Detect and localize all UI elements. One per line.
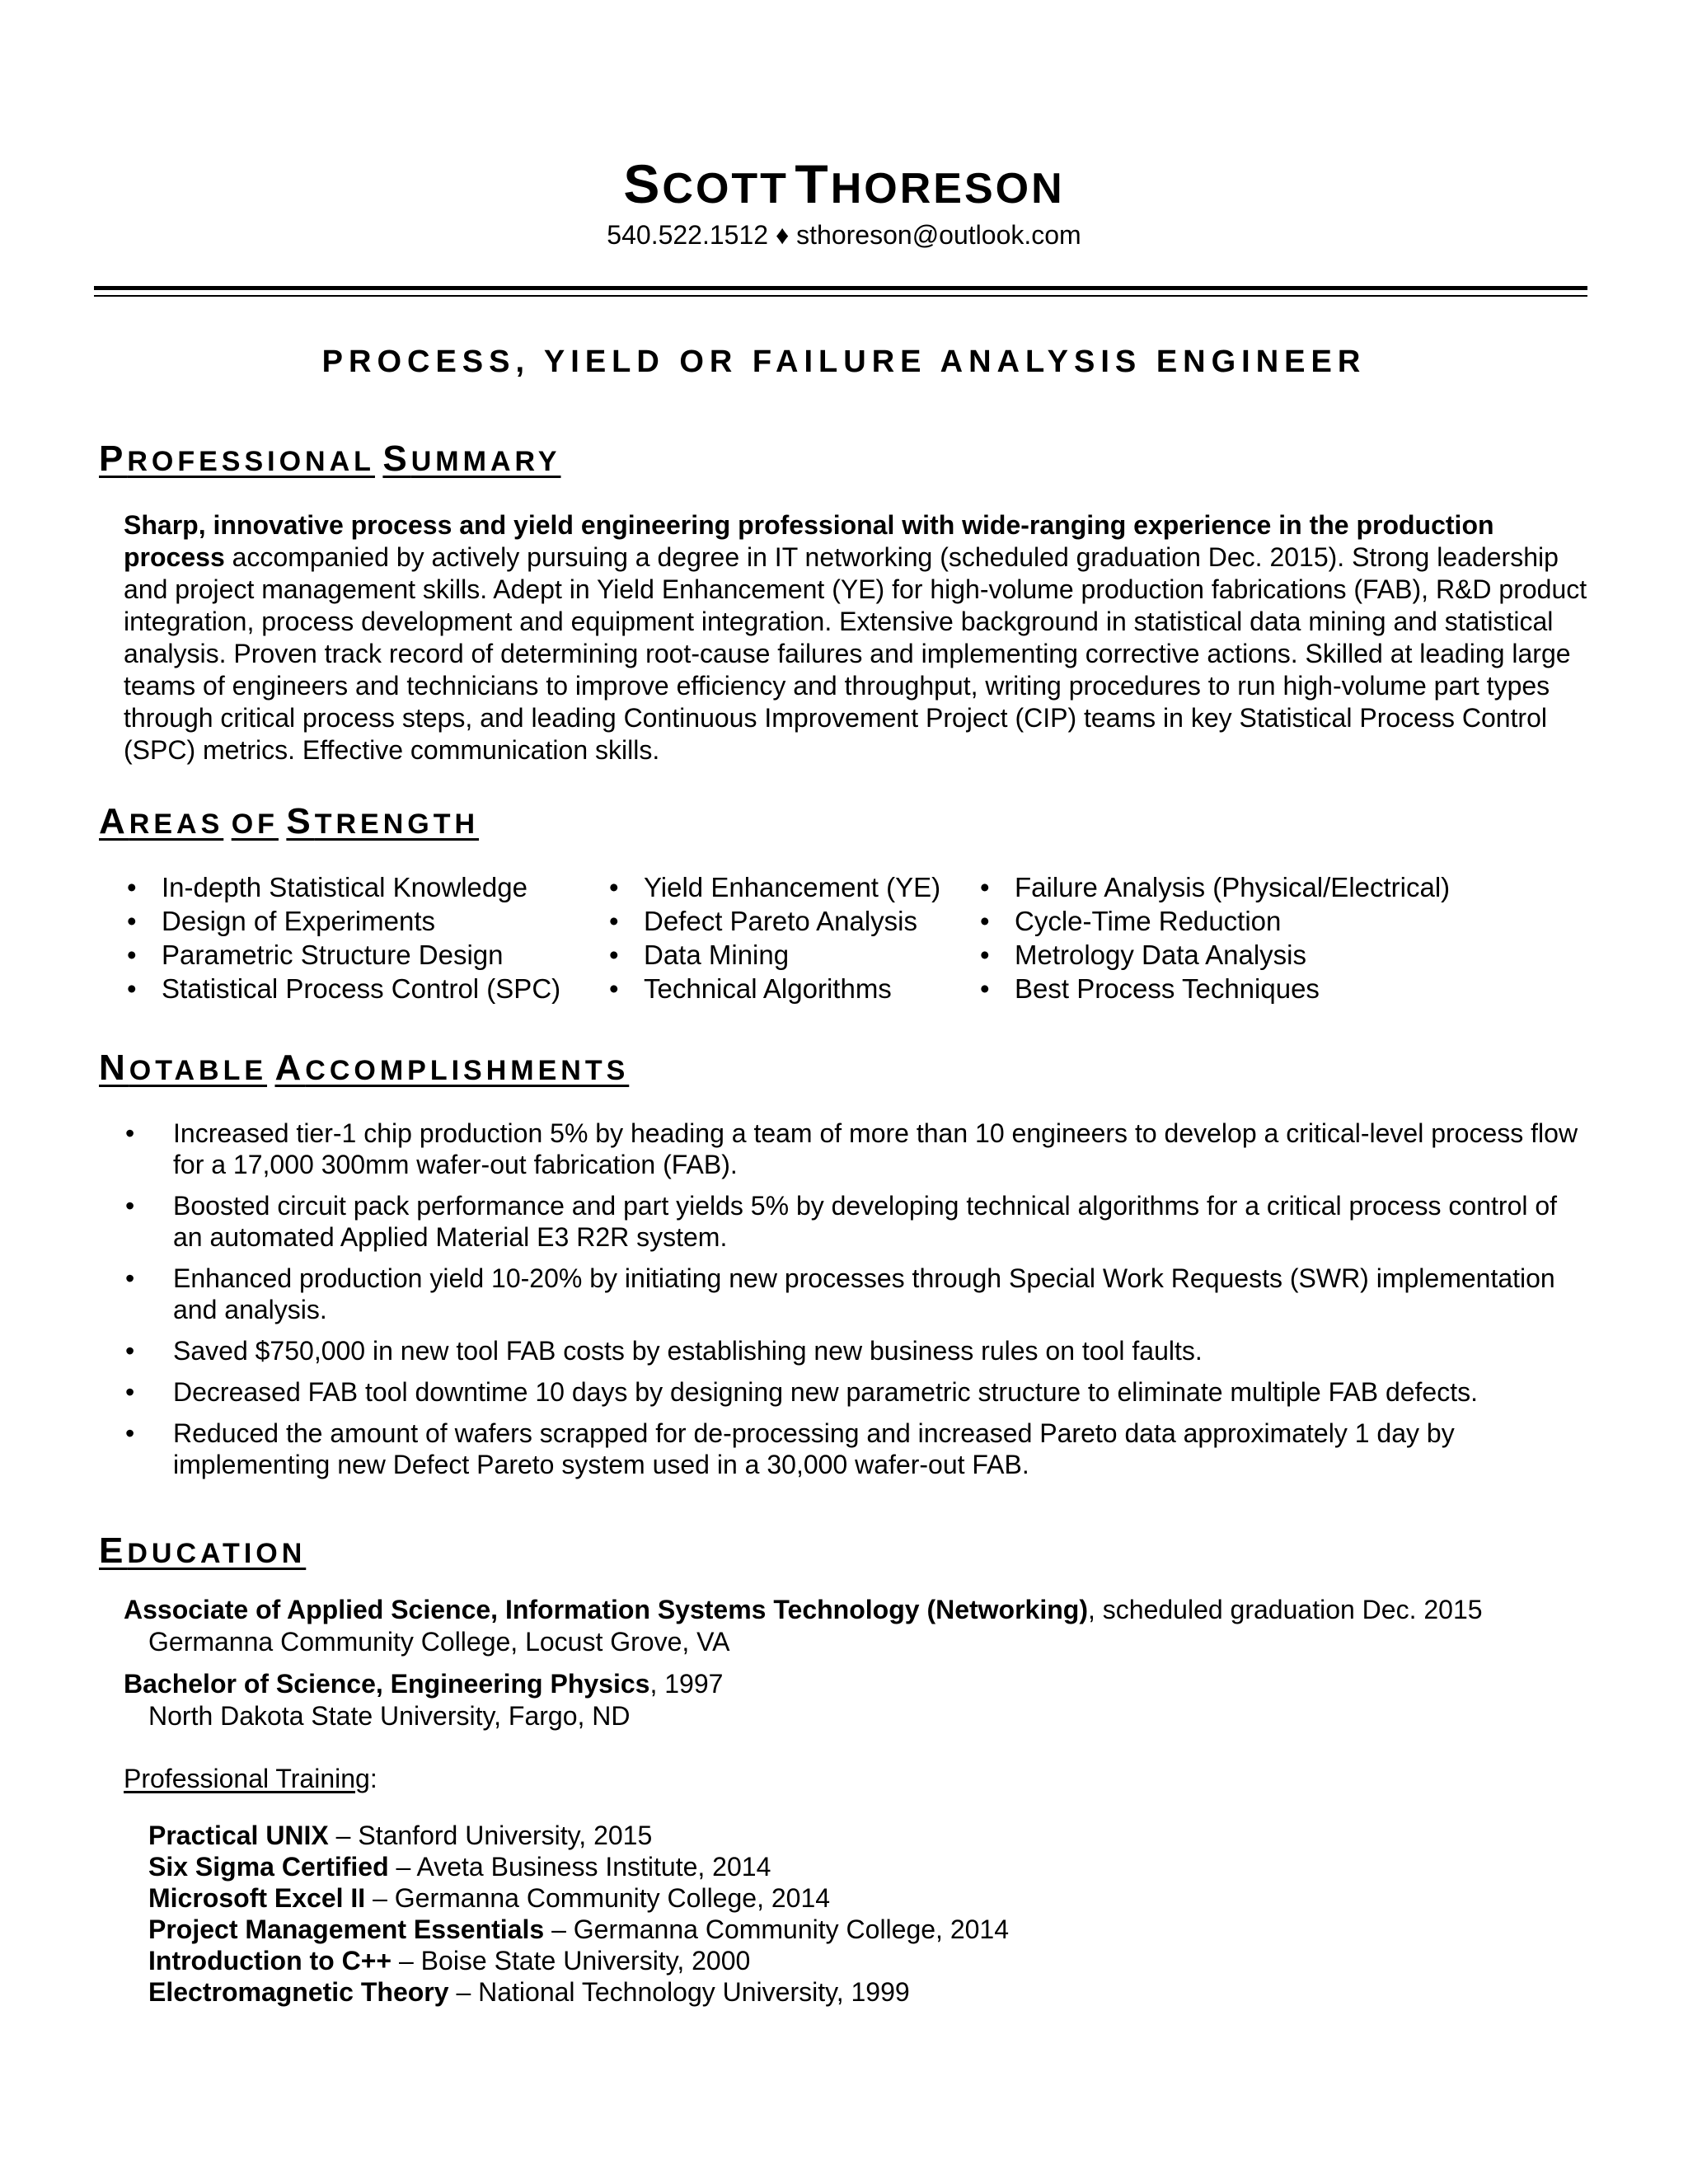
diamond-separator-icon: ♦: [775, 220, 790, 250]
email-address: sthoreson@outlook.com: [796, 220, 1081, 250]
list-item: • In-depth Statistical Knowledge: [124, 870, 560, 904]
strengths-column-1: [124, 870, 560, 1005]
candidate-name: [0, 153, 1688, 214]
strengths-column-3: [977, 870, 1450, 1005]
list-item: • Reduced the amount of wafers scrapped for de-processing and increased Pareto data approximately 1 day by implementing new Defect Pareto system used in a 30,000 wafer-out FAB.: [124, 1418, 1591, 1480]
list-item: Microsoft Excel II – Germanna Community College, 2014: [148, 1883, 831, 1913]
training-list: [148, 1820, 1550, 2008]
name-first-rest: COTT: [662, 165, 789, 213]
list-item: • Yield Enhancement (YE): [606, 870, 940, 904]
list-item: • Metrology Data Analysis: [977, 938, 1450, 972]
list-item: • Best Process Techniques: [977, 972, 1450, 1005]
institution: North Dakota State University, Fargo, ND: [148, 1701, 631, 1731]
list-item: • Defect Pareto Analysis: [606, 904, 940, 938]
summary-paragraph: [124, 509, 1591, 766]
strengths-heading: AREAS OF STRENGTH: [99, 801, 480, 841]
list-item: • Cycle-Time Reduction: [977, 904, 1450, 938]
list-item: Six Sigma Certified – Aveta Business Institute, 2014: [148, 1852, 771, 1882]
name-last-initial: T: [795, 153, 831, 214]
list-item: • Data Mining: [606, 938, 940, 972]
list-item: Introduction to C++ – Boise State University, 2000: [148, 1946, 751, 1975]
accomplishments-list: [124, 1118, 1591, 1490]
name-last-rest: HORESON: [830, 165, 1065, 213]
degree-title: Associate of Applied Science, Information Systems Technology (Networking): [124, 1595, 1088, 1624]
degree-title: Bachelor of Science, Engineering Physics: [124, 1669, 650, 1699]
contact-line: [0, 219, 1688, 251]
list-item: • Parametric Structure Design: [124, 938, 560, 972]
strengths-column-2: [606, 870, 940, 1005]
list-item: Project Management Essentials – Germanna Community College, 2014: [148, 1915, 1010, 1944]
institution: Germanna Community College, Locust Grove, VA: [148, 1627, 730, 1657]
degree-detail: , 1997: [649, 1669, 724, 1699]
education-heading: EDUCATION: [99, 1530, 307, 1571]
list-item: • Saved $750,000 in new tool FAB costs by establishing new business rules on tool faults.: [124, 1335, 1591, 1366]
accomplishments-heading: NOTABLE ACCOMPLISHMENTS: [99, 1047, 630, 1088]
degree-entry: [124, 1668, 1591, 1732]
list-item: • Enhanced production yield 10-20% by initiating new processes through Special Work Requests (SWR) implementation and analysis.: [124, 1263, 1591, 1325]
header-divider-thick: [94, 286, 1587, 290]
list-item: Electromagnetic Theory – National Technology University, 1999: [148, 1977, 910, 2007]
phone-number: 540.522.1512: [607, 220, 769, 250]
list-item: • Technical Algorithms: [606, 972, 940, 1005]
summary-heading: PROFESSIONAL SUMMARY: [99, 438, 561, 479]
summary-bold-lead: Sharp, innovative process and yield engineering professional with wide-ranging experience in the production process: [124, 510, 1494, 572]
degree-entry: [124, 1594, 1591, 1658]
summary-text: accompanied by actively pursuing a degree in IT networking (scheduled graduation Dec. 2015). Strong leadership and project management skills. Adept in Yield Enhancement (YE) for high-volume production fabrications (FAB), R&D product integration, process development and equipment integration. Extensive background in statistical data mining and statistical analysis. Proven track record of determining root-cause failures and implementing corrective actions. Skilled at leading large teams of engineers and technicians to improve efficiency and throughput, writing procedures to run high-volume part types through critical process steps, and leading Continuous Improvement Project (CIP) teams in key Statistical Process Control (SPC) metrics. Effective communication skills.: [124, 542, 1587, 765]
header-divider-thin: [94, 295, 1587, 297]
list-item: • Failure Analysis (Physical/Electrical): [977, 870, 1450, 904]
list-item: • Design of Experiments: [124, 904, 560, 938]
degree-detail: , scheduled graduation Dec. 2015: [1087, 1595, 1483, 1624]
training-label: Professional Training:: [124, 1764, 377, 1793]
job-title: PROCESS, YIELD OR FAILURE ANALYSIS ENGINEER: [321, 344, 1367, 379]
list-item: • Increased tier-1 chip production 5% by heading a team of more than 10 engineers to develop a critical-level process flow for a 17,000 300mm wafer-out fabrication (FAB).: [124, 1118, 1591, 1180]
name-first-initial: S: [623, 153, 663, 214]
list-item: • Decreased FAB tool downtime 10 days by designing new parametric structure to eliminate multiple FAB defects.: [124, 1376, 1591, 1408]
list-item: Practical UNIX – Stanford University, 2015: [148, 1821, 653, 1850]
list-item: • Boosted circuit pack performance and part yields 5% by developing technical algorithms for a critical process control of an automated Applied Material E3 R2R system.: [124, 1190, 1591, 1253]
list-item: • Statistical Process Control (SPC): [124, 972, 560, 1005]
